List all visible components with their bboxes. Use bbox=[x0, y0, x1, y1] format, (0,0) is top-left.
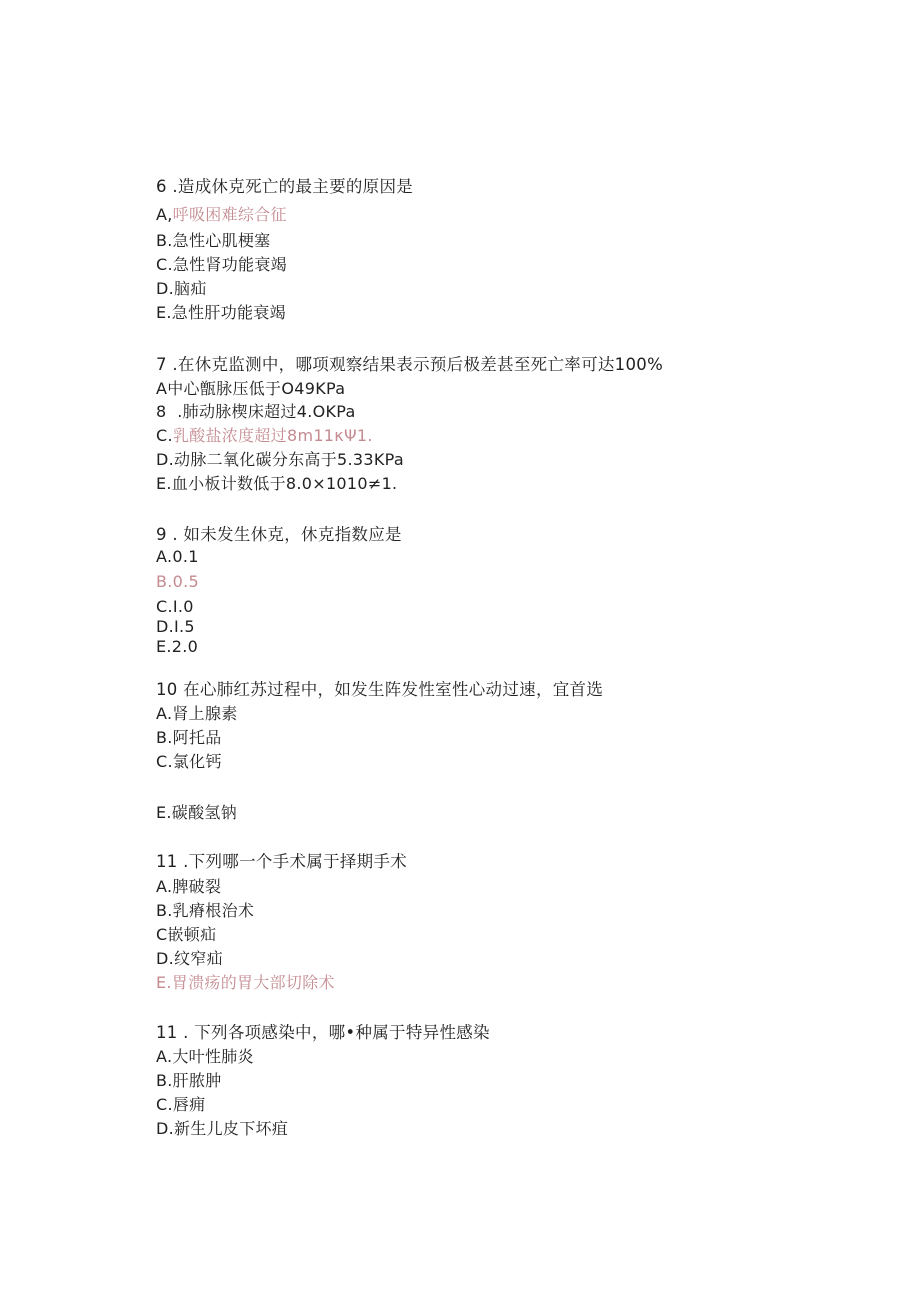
answer-option bbox=[156, 617, 195, 637]
option-label: D. bbox=[156, 279, 175, 298]
option-text: 肝脓肿 bbox=[172, 1071, 222, 1090]
option-text: 急性肾功能衰竭 bbox=[172, 255, 287, 274]
option-text: 碳酸氢钠 bbox=[171, 803, 237, 822]
option-text: 脾破裂 bbox=[172, 877, 222, 896]
option-text: 嵌顿疝 bbox=[167, 925, 217, 944]
option-label: C. bbox=[156, 1095, 173, 1114]
option-label: E. bbox=[156, 474, 172, 493]
option-text: I.5 bbox=[174, 617, 195, 636]
option-text: 中心甑脉压低于O49KPa bbox=[167, 379, 346, 398]
answer-option bbox=[156, 1095, 205, 1115]
option-text: 肾上腺素 bbox=[172, 704, 238, 723]
option-text: 呼吸困难综合征 bbox=[172, 205, 287, 224]
question-stem: 6 .造成休克死亡的最主要的原因是 bbox=[156, 177, 414, 196]
answer-option bbox=[156, 1047, 254, 1067]
option-text: 胃溃疡的胃大部切除术 bbox=[171, 973, 335, 992]
answer-option bbox=[156, 1119, 288, 1139]
option-label: C. bbox=[156, 752, 173, 771]
answer-option bbox=[156, 231, 270, 251]
option-text: .肺动脉楔床超过4.OKPa bbox=[166, 402, 356, 421]
option-label: A. bbox=[156, 547, 173, 566]
option-label: C bbox=[156, 925, 168, 944]
option-text: 新生儿皮下坏疽 bbox=[174, 1119, 289, 1138]
option-label: E. bbox=[156, 303, 172, 322]
answer-option bbox=[156, 728, 222, 748]
option-label: C. bbox=[156, 255, 173, 274]
question-stem: 11 . 下列各项感染中，哪•种属于特异性感染 bbox=[156, 1023, 490, 1042]
option-label: D. bbox=[156, 450, 175, 469]
answer-option bbox=[156, 572, 199, 592]
option-label: A bbox=[156, 379, 168, 398]
option-label: E. bbox=[156, 637, 172, 656]
option-label: 8 bbox=[156, 402, 167, 421]
option-label: A. bbox=[156, 877, 173, 896]
option-text: 脑疝 bbox=[174, 279, 207, 298]
answer-option bbox=[156, 426, 373, 446]
answer-option bbox=[156, 279, 207, 299]
option-text: 急性心肌梗塞 bbox=[172, 231, 271, 250]
answer-option bbox=[156, 379, 345, 399]
answer-option bbox=[156, 901, 254, 921]
answer-option bbox=[156, 704, 238, 724]
option-text: 乳酸盐浓度超过8m11κΨ1. bbox=[172, 426, 373, 445]
answer-option bbox=[156, 303, 286, 323]
option-text: 0.1 bbox=[172, 547, 199, 566]
option-text: 唇痈 bbox=[172, 1095, 206, 1114]
option-label: D. bbox=[156, 1119, 175, 1138]
option-label: B. bbox=[156, 728, 173, 747]
option-label: C. bbox=[156, 597, 173, 616]
question-stem: 10 在心肺红苏过程中，如发生阵发性室性心动过速，宜首选 bbox=[156, 680, 604, 699]
option-label: C. bbox=[156, 426, 173, 445]
question-stem: 9 . 如未发生休克，休克指数应是 bbox=[156, 525, 402, 544]
option-text: 急性肝功能衰竭 bbox=[171, 303, 286, 322]
option-text: 0.5 bbox=[172, 572, 200, 591]
option-label: B. bbox=[156, 572, 173, 591]
option-text: I.0 bbox=[172, 597, 194, 616]
answer-option bbox=[156, 803, 237, 823]
answer-option bbox=[156, 877, 221, 897]
option-label: A. bbox=[156, 704, 173, 723]
answer-option bbox=[156, 547, 199, 567]
answer-option bbox=[156, 925, 216, 945]
answer-option bbox=[156, 752, 222, 772]
answer-option bbox=[156, 402, 356, 422]
answer-option bbox=[156, 474, 397, 494]
answer-option bbox=[156, 973, 335, 993]
question-stem: 7 .在休克监测中，哪项观察结果表示预后极差甚至死亡率可达100% bbox=[156, 355, 664, 374]
answer-option bbox=[156, 949, 223, 969]
option-text: 乳瘠根治术 bbox=[172, 901, 255, 920]
option-label: B. bbox=[156, 901, 173, 920]
option-text: 阿托品 bbox=[172, 728, 222, 747]
answer-option bbox=[156, 1071, 222, 1091]
option-text: 大叶性肺炎 bbox=[172, 1047, 254, 1066]
option-label: B. bbox=[156, 1071, 173, 1090]
answer-option bbox=[156, 450, 404, 470]
option-label: A. bbox=[156, 1047, 173, 1066]
option-label: D. bbox=[156, 617, 175, 636]
option-label: E. bbox=[156, 973, 172, 992]
option-text: 氯化钙 bbox=[172, 752, 222, 771]
option-text: 血小板计数低于8.0×1010≠1. bbox=[171, 474, 398, 493]
option-text: 2.0 bbox=[171, 637, 199, 656]
answer-option bbox=[156, 597, 194, 617]
option-label: E. bbox=[156, 803, 172, 822]
option-text: 纹窄疝 bbox=[174, 949, 223, 968]
option-label: D. bbox=[156, 949, 175, 968]
option-label: B. bbox=[156, 231, 173, 250]
question-stem: 11 .下列哪一个手术属于择期手术 bbox=[156, 852, 408, 871]
answer-option bbox=[156, 637, 198, 657]
option-text: 动脉二氧化碳分东高于5.33KPa bbox=[174, 450, 404, 469]
answer-option bbox=[156, 205, 287, 225]
option-label: A, bbox=[156, 205, 173, 224]
answer-option bbox=[156, 255, 287, 275]
